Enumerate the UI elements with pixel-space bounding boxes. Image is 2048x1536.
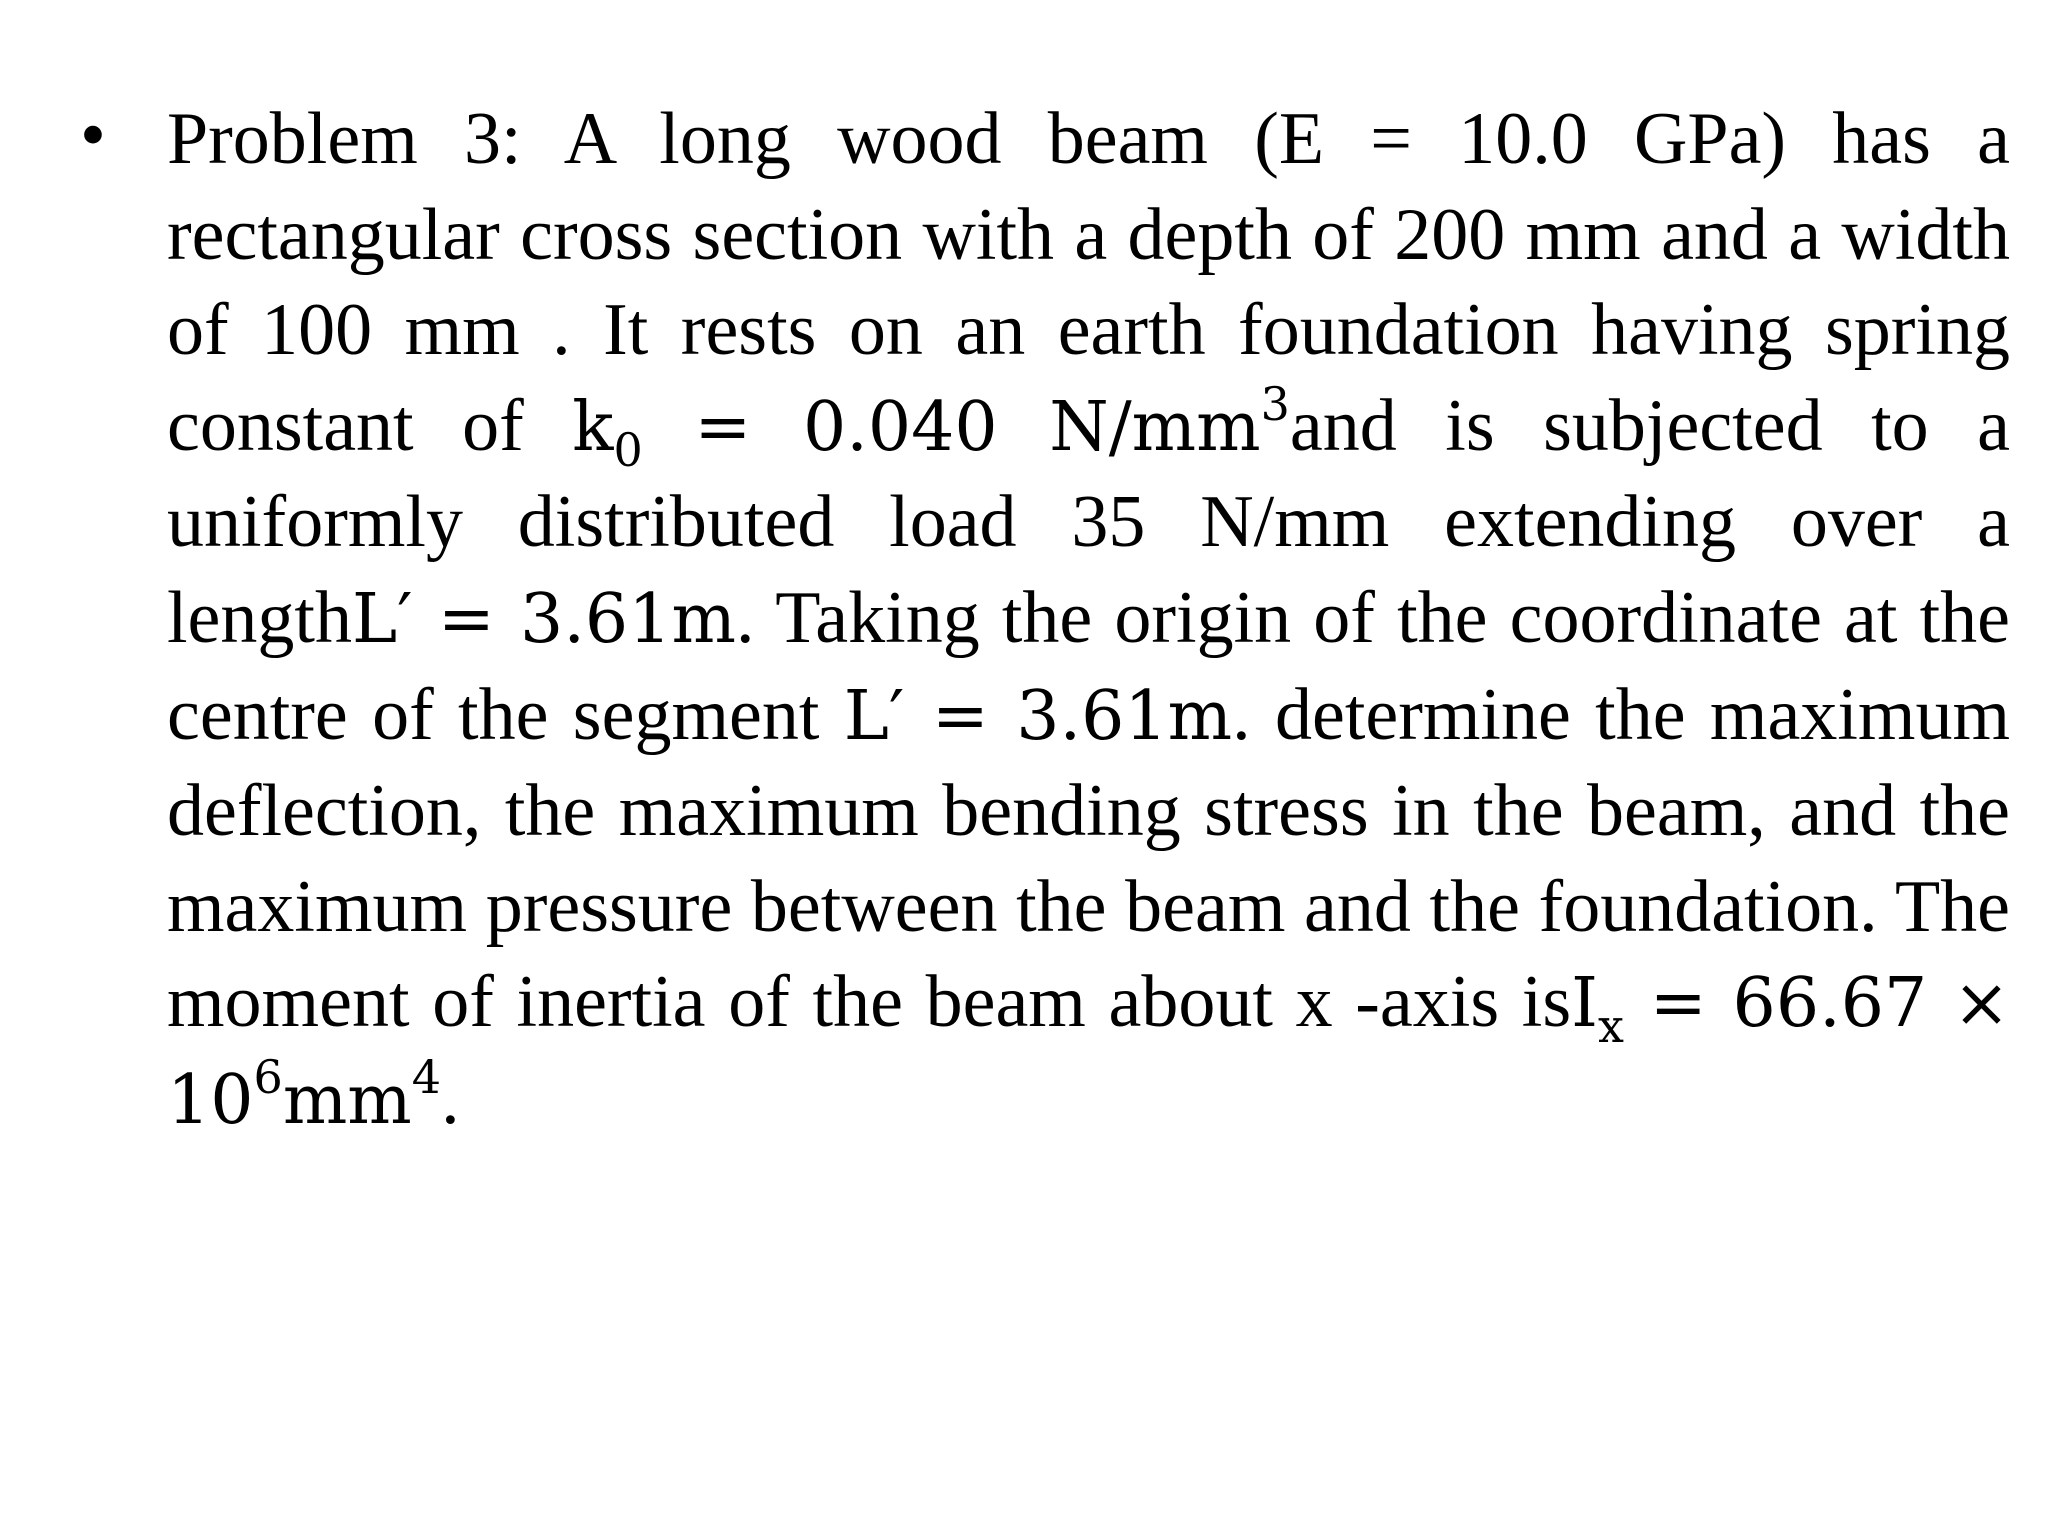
problem-text-part-2: and is subjected to a uniformly distributed load 35 N/mm extending over a length — [167, 384, 2010, 659]
problem-text-part-4: . determine the maximum deflection, the maximum bending stress in the beam, and the maximum pressure between the beam and the foundation. The moment of inertia of the beam about x -axis is — [167, 673, 2011, 1044]
problem-text-part-3: . Taking the origin of the coordinate at the centre of the segment — [167, 576, 2010, 756]
k-subscript: 0 — [613, 422, 643, 477]
length-equation-1: L′ = 3.61m — [351, 579, 736, 659]
inertia-value: = 66.67 × 10 — [167, 964, 2010, 1140]
inertia-subscript: x — [1598, 999, 1624, 1054]
length-equation-2: L′ = 3.61m — [843, 676, 1233, 756]
k-symbol: k — [572, 387, 614, 467]
inertia-symbol: I — [1571, 964, 1599, 1044]
ending-period: . — [441, 1057, 460, 1140]
inertia-exponent-power: 6 — [253, 1049, 283, 1104]
problem-statement — [167, 92, 2010, 1149]
k-value: = 0.040 N/mm — [642, 387, 1261, 467]
problem-text-part-1: Problem 3: A long wood beam (E = 10.0 GPa) has a rectangular cross section with a depth of 200 mm and a width of 100 mm . It rests on an earth foundation having spring constant of — [167, 98, 2010, 467]
inertia-unit-exponent: 4 — [411, 1049, 442, 1104]
inertia-unit: mm — [282, 1060, 412, 1140]
bullet-point: • — [80, 94, 106, 176]
k-exponent: 3 — [1260, 376, 1290, 431]
